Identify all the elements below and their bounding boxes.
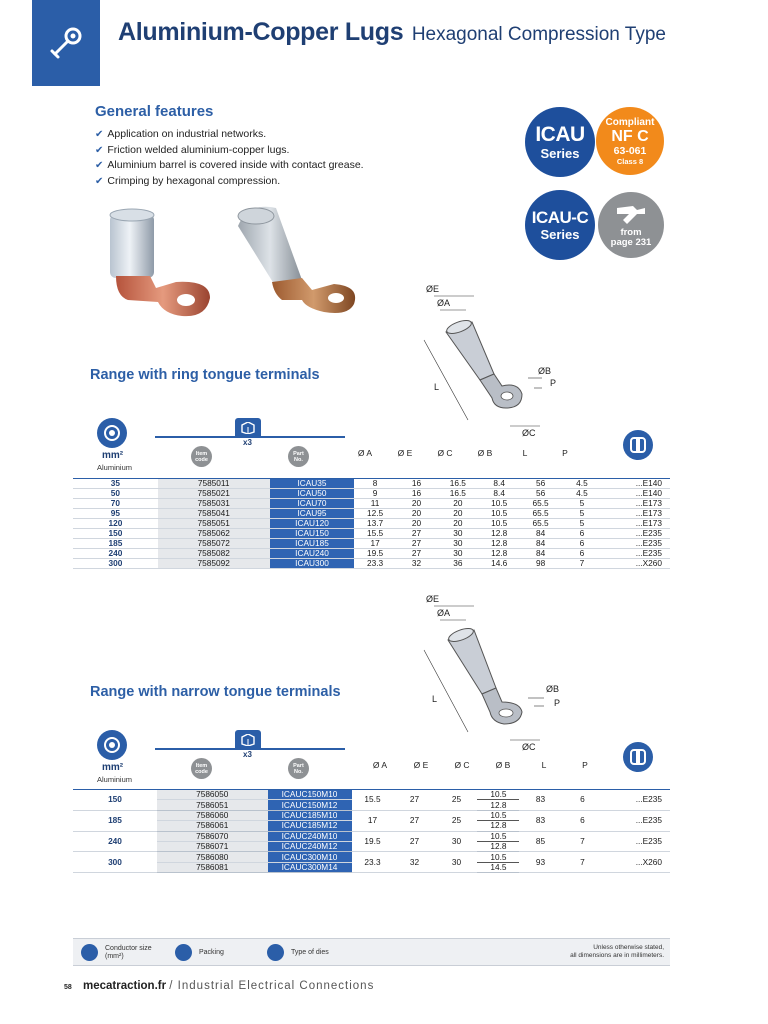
part-no-label: Part No. bbox=[293, 450, 304, 463]
table-row bbox=[73, 519, 670, 529]
dim-p-cell: 7 bbox=[561, 852, 603, 873]
dim-a-cell: 15.5 bbox=[354, 529, 395, 539]
nfc-compliance-badge bbox=[596, 107, 664, 175]
item-code-cell: 7586061 bbox=[157, 821, 268, 831]
diagram-label-l: L bbox=[434, 382, 440, 392]
size-cell: 150 bbox=[73, 790, 157, 811]
narrow-table-header bbox=[73, 730, 670, 788]
diagram-label-oc: ØC bbox=[522, 428, 536, 438]
dim-c-cell: 30 bbox=[437, 539, 478, 549]
size-cell: 35 bbox=[73, 479, 158, 489]
dim-l-cell: 65.5 bbox=[520, 509, 561, 519]
packing-quantity: x3 bbox=[243, 438, 252, 447]
dim-l-cell: 83 bbox=[519, 790, 561, 811]
icau-series-badge bbox=[525, 107, 595, 177]
brand-icon-box bbox=[32, 0, 100, 86]
part-no-cell: ICAU50 bbox=[270, 489, 355, 499]
col-header-c: Ø C bbox=[437, 448, 453, 458]
general-features-heading: General features bbox=[95, 103, 214, 120]
dim-b-cell: 14.5 bbox=[477, 862, 519, 872]
part-no-cell: ICAU185 bbox=[270, 539, 355, 549]
dim-c-cell: 30 bbox=[435, 831, 477, 852]
dim-p-cell: 4.5 bbox=[561, 489, 602, 499]
part-no-pill bbox=[288, 758, 309, 779]
dim-b-cell: 12.8 bbox=[479, 539, 520, 549]
col-header-p: P bbox=[562, 448, 568, 458]
ring-lug-drawing bbox=[424, 296, 542, 426]
lug-wrench-icon bbox=[46, 23, 86, 63]
col-header-l: L bbox=[522, 448, 528, 458]
dim-b-cell: 10.5 bbox=[477, 831, 519, 841]
dim-l-cell: 65.5 bbox=[520, 519, 561, 529]
page-reference-badge[interactable] bbox=[598, 192, 664, 258]
item-code-cell: 7585062 bbox=[158, 529, 270, 539]
diagram-label-oa: ØA bbox=[437, 608, 451, 618]
part-no-cell: ICAU70 bbox=[270, 499, 355, 509]
table-row bbox=[73, 529, 670, 539]
table-row bbox=[73, 509, 670, 519]
dim-a-cell: 11 bbox=[354, 499, 395, 509]
dim-e-cell: 27 bbox=[394, 790, 436, 811]
page-number: 58 bbox=[64, 984, 72, 991]
item-code-cell: 7586051 bbox=[157, 800, 268, 810]
table-row bbox=[73, 831, 670, 841]
part-no-cell: ICAUC150M10 bbox=[268, 790, 352, 800]
size-cell: 300 bbox=[73, 852, 157, 873]
dim-b-cell: 12.8 bbox=[479, 549, 520, 559]
diagram-label-ob: ØB bbox=[538, 366, 552, 376]
dim-c-cell: 16.5 bbox=[437, 489, 478, 499]
size-cell: 185 bbox=[73, 810, 157, 831]
lug-pictogram-icon bbox=[613, 202, 649, 228]
die-type-cell: ...E235 bbox=[603, 549, 670, 559]
feature-item: ✔ Friction welded aluminium-copper lugs. bbox=[95, 143, 364, 159]
nfc-badge-line1: Compliant bbox=[605, 116, 655, 128]
die-type-icon bbox=[267, 944, 284, 961]
packing-icon bbox=[235, 730, 261, 750]
dim-p-cell: 5 bbox=[561, 509, 602, 519]
dim-p-cell: 6 bbox=[561, 810, 603, 831]
item-code-cell: 7585082 bbox=[158, 549, 270, 559]
die-type-icon bbox=[623, 742, 653, 772]
packing-icon bbox=[235, 418, 261, 438]
dim-a-cell: 17 bbox=[354, 539, 395, 549]
diagram-label-p: P bbox=[550, 378, 557, 388]
part-no-cell: ICAU300 bbox=[270, 559, 355, 569]
dim-c-cell: 36 bbox=[437, 559, 478, 569]
dim-l-cell: 84 bbox=[520, 529, 561, 539]
lug-photo-2 bbox=[238, 207, 355, 313]
dim-b-cell: 10.5 bbox=[479, 509, 520, 519]
conductor-size-icon bbox=[97, 730, 127, 760]
part-no-cell: ICAU95 bbox=[270, 509, 355, 519]
table-row bbox=[73, 489, 670, 499]
page-ref-line2: page 231 bbox=[610, 237, 652, 248]
table-row bbox=[73, 810, 670, 820]
item-code-pill bbox=[191, 446, 212, 467]
item-code-cell: 7585031 bbox=[158, 499, 270, 509]
dim-a-cell: 23.3 bbox=[354, 559, 395, 569]
dim-c-cell: 20 bbox=[437, 499, 478, 509]
diagram-label-oc: ØC bbox=[522, 742, 536, 752]
item-code-cell: 7585011 bbox=[158, 479, 270, 489]
dim-e-cell: 32 bbox=[396, 559, 437, 569]
dim-e-cell: 27 bbox=[394, 810, 436, 831]
dim-l-cell: 56 bbox=[520, 479, 561, 489]
dim-b-cell: 14.6 bbox=[479, 559, 520, 569]
footer-tagline: / Industrial Electrical Connections bbox=[169, 980, 375, 992]
item-code-cell: 7586070 bbox=[157, 831, 268, 841]
item-code-cell: 7585092 bbox=[158, 559, 270, 569]
dim-b-cell: 12.8 bbox=[477, 841, 519, 851]
dim-e-cell: 27 bbox=[396, 529, 437, 539]
dim-l-cell: 56 bbox=[520, 489, 561, 499]
feature-item: ✔ Application on industrial networks. bbox=[95, 127, 364, 143]
col-header-e: Ø E bbox=[397, 448, 413, 458]
part-no-cell: ICAU240 bbox=[270, 549, 355, 559]
part-no-cell: ICAUC300M14 bbox=[268, 862, 352, 872]
dim-b-cell: 10.5 bbox=[477, 790, 519, 800]
dim-e-cell: 20 bbox=[396, 509, 437, 519]
unit-aluminium: Aluminium bbox=[97, 775, 133, 784]
nfc-badge-line2: NF C bbox=[611, 127, 649, 145]
lug-photo-1 bbox=[110, 209, 210, 316]
narrow-terminals-table bbox=[73, 789, 670, 873]
packing-quantity: x3 bbox=[243, 750, 252, 759]
col-header-c: Ø C bbox=[454, 760, 470, 770]
dim-b-cell: 10.5 bbox=[479, 499, 520, 509]
dim-p-cell: 6 bbox=[561, 790, 603, 811]
icau-c-series-badge[interactable] bbox=[525, 190, 595, 260]
dim-b-cell: 12.8 bbox=[477, 821, 519, 831]
legend-bar bbox=[73, 938, 670, 966]
dim-c-cell: 25 bbox=[435, 810, 477, 831]
item-code-cell: 7585021 bbox=[158, 489, 270, 499]
dim-c-cell: 20 bbox=[437, 519, 478, 529]
narrow-lug-drawing bbox=[424, 606, 544, 740]
dim-p-cell: 4.5 bbox=[561, 479, 602, 489]
item-code-cell: 7586050 bbox=[157, 790, 268, 800]
diagram-label-p: P bbox=[554, 698, 561, 708]
dim-p-cell: 6 bbox=[561, 539, 602, 549]
dim-b-cell: 12.8 bbox=[477, 800, 519, 810]
dim-l-cell: 93 bbox=[519, 852, 561, 873]
dim-a-cell: 19.5 bbox=[354, 549, 395, 559]
dim-b-cell: 8.4 bbox=[479, 489, 520, 499]
col-header-a: Ø A bbox=[357, 448, 373, 458]
dim-c-cell: 16.5 bbox=[437, 479, 478, 489]
part-no-cell: ICAUC185M12 bbox=[268, 821, 352, 831]
part-no-label: Part No. bbox=[293, 762, 304, 775]
die-type-cell: ...E235 bbox=[603, 810, 670, 831]
conductor-size-icon bbox=[97, 418, 127, 448]
table-row bbox=[73, 790, 670, 800]
dim-e-cell: 16 bbox=[396, 479, 437, 489]
dim-b-cell: 10.5 bbox=[479, 519, 520, 529]
col-header-b: Ø B bbox=[477, 448, 493, 458]
dim-l-cell: 84 bbox=[520, 549, 561, 559]
table-row bbox=[73, 479, 670, 489]
unit-mm2: mm² bbox=[102, 762, 124, 773]
size-cell: 50 bbox=[73, 489, 158, 499]
size-cell: 95 bbox=[73, 509, 158, 519]
dim-a-cell: 15.5 bbox=[352, 790, 394, 811]
icau-c-badge-title: ICAU-C bbox=[531, 207, 589, 227]
size-cell: 240 bbox=[73, 831, 157, 852]
legend-packing: Packing bbox=[199, 949, 224, 956]
size-cell: 70 bbox=[73, 499, 158, 509]
diagram-label-l: L bbox=[432, 694, 438, 704]
die-type-cell: ...E173 bbox=[603, 499, 670, 509]
dim-l-cell: 84 bbox=[520, 539, 561, 549]
die-type-cell: ...E140 bbox=[603, 479, 670, 489]
packing-icon bbox=[175, 944, 192, 961]
ring-terminals-table bbox=[73, 478, 670, 569]
dim-e-cell: 20 bbox=[396, 499, 437, 509]
die-type-cell: ...E140 bbox=[603, 489, 670, 499]
die-type-icon bbox=[623, 430, 653, 460]
page-footer bbox=[64, 980, 374, 992]
features-list bbox=[95, 127, 364, 189]
item-code-cell: 7585051 bbox=[158, 519, 270, 529]
feature-item: ✔ Aluminium barrel is covered inside with contact grease. bbox=[95, 158, 364, 174]
col-header-e: Ø E bbox=[413, 760, 429, 770]
dim-a-cell: 9 bbox=[354, 489, 395, 499]
item-code-cell: 7586071 bbox=[157, 841, 268, 851]
table-row bbox=[73, 852, 670, 862]
item-code-label: Item code bbox=[195, 762, 208, 775]
size-cell: 185 bbox=[73, 539, 158, 549]
page-title bbox=[118, 18, 666, 47]
item-code-cell: 7586080 bbox=[157, 852, 268, 862]
table-row bbox=[73, 499, 670, 509]
legend-dies: Type of dies bbox=[291, 949, 329, 956]
narrow-section-title: Range with narrow tongue terminals bbox=[90, 684, 341, 700]
dim-b-cell: 8.4 bbox=[479, 479, 520, 489]
dim-l-cell: 65.5 bbox=[520, 499, 561, 509]
die-type-cell: ...E235 bbox=[603, 831, 670, 852]
page-title-sub: Hexagonal Compression Type bbox=[411, 24, 666, 45]
dim-l-cell: 83 bbox=[519, 810, 561, 831]
part-no-pill bbox=[288, 446, 309, 467]
dim-p-cell: 5 bbox=[561, 499, 602, 509]
nfc-badge-line4: Class 8 bbox=[616, 156, 644, 166]
part-no-cell: ICAU120 bbox=[270, 519, 355, 529]
dim-c-cell: 30 bbox=[437, 549, 478, 559]
die-type-cell: ...E235 bbox=[603, 529, 670, 539]
dim-a-cell: 23.3 bbox=[352, 852, 394, 873]
page-title-main: Aluminium-Copper Lugs bbox=[118, 18, 404, 46]
col-header-p: P bbox=[582, 760, 588, 770]
die-type-cell: ...X260 bbox=[603, 559, 670, 569]
col-header-l: L bbox=[541, 760, 547, 770]
dim-b-cell: 12.8 bbox=[479, 529, 520, 539]
dim-p-cell: 5 bbox=[561, 519, 602, 529]
dim-e-cell: 27 bbox=[396, 539, 437, 549]
icau-badge-title: ICAU bbox=[535, 122, 585, 146]
ring-table-header bbox=[73, 418, 670, 476]
diagram-label-oe: ØE bbox=[426, 594, 440, 604]
website-link[interactable]: mecatraction.fr bbox=[83, 980, 167, 992]
size-cell: 240 bbox=[73, 549, 158, 559]
dim-b-cell: 10.5 bbox=[477, 810, 519, 820]
die-type-cell: ...E235 bbox=[603, 539, 670, 549]
part-no-cell: ICAU35 bbox=[270, 479, 355, 489]
page-ref-line1: from bbox=[620, 227, 642, 238]
dim-a-cell: 8 bbox=[354, 479, 395, 489]
item-code-cell: 7585041 bbox=[158, 509, 270, 519]
die-type-cell: ...E173 bbox=[603, 519, 670, 529]
dim-e-cell: 20 bbox=[396, 519, 437, 529]
part-no-cell: ICAUC240M10 bbox=[268, 831, 352, 841]
dim-e-cell: 32 bbox=[394, 852, 436, 873]
dim-l-cell: 98 bbox=[520, 559, 561, 569]
dim-c-cell: 30 bbox=[437, 529, 478, 539]
unit-aluminium: Aluminium bbox=[97, 463, 133, 472]
table-row bbox=[73, 559, 670, 569]
part-no-cell: ICAUC240M12 bbox=[268, 841, 352, 851]
ring-section-title: Range with ring tongue terminals bbox=[90, 367, 320, 383]
dim-a-cell: 19.5 bbox=[352, 831, 394, 852]
table-row bbox=[73, 549, 670, 559]
dim-e-cell: 27 bbox=[396, 549, 437, 559]
part-no-cell: ICAUC150M12 bbox=[268, 800, 352, 810]
table-row bbox=[73, 539, 670, 549]
part-no-cell: ICAU150 bbox=[270, 529, 355, 539]
unit-mm2: mm² bbox=[102, 450, 124, 461]
part-no-cell: ICAUC185M10 bbox=[268, 810, 352, 820]
icau-c-badge-subtitle: Series bbox=[540, 226, 580, 242]
icau-badge-subtitle: Series bbox=[540, 145, 580, 161]
feature-item: ✔ Crimping by hexagonal compression. bbox=[95, 174, 364, 190]
size-cell: 120 bbox=[73, 519, 158, 529]
diagram-label-oe: ØE bbox=[426, 284, 440, 294]
part-no-cell: ICAUC300M10 bbox=[268, 852, 352, 862]
size-cell: 300 bbox=[73, 559, 158, 569]
die-type-cell: ...E235 bbox=[603, 790, 670, 811]
diagram-label-oa: ØA bbox=[437, 298, 451, 308]
dim-p-cell: 6 bbox=[561, 549, 602, 559]
dim-b-cell: 10.5 bbox=[477, 852, 519, 862]
nfc-badge-line3: 63-061 bbox=[613, 144, 647, 157]
item-code-pill bbox=[191, 758, 212, 779]
dim-e-cell: 16 bbox=[396, 489, 437, 499]
dim-c-cell: 30 bbox=[435, 852, 477, 873]
item-code-cell: 7585072 bbox=[158, 539, 270, 549]
dim-e-cell: 27 bbox=[394, 831, 436, 852]
dim-c-cell: 25 bbox=[435, 790, 477, 811]
col-header-b: Ø B bbox=[495, 760, 511, 770]
dim-p-cell: 7 bbox=[561, 831, 603, 852]
dim-p-cell: 6 bbox=[561, 529, 602, 539]
dim-a-cell: 12.5 bbox=[354, 509, 395, 519]
item-code-label: Item code bbox=[195, 450, 208, 463]
dim-a-cell: 17 bbox=[352, 810, 394, 831]
col-header-a: Ø A bbox=[372, 760, 388, 770]
dim-p-cell: 7 bbox=[561, 559, 602, 569]
legend-units-note: Unless otherwise stated, all dimensions are in millimeters. bbox=[570, 944, 664, 959]
die-type-cell: ...X260 bbox=[603, 852, 670, 873]
product-photo bbox=[98, 196, 368, 326]
dim-a-cell: 13.7 bbox=[354, 519, 395, 529]
legend-conductor: Conductor size (mm²) bbox=[105, 945, 152, 960]
dim-l-cell: 85 bbox=[519, 831, 561, 852]
item-code-cell: 7586081 bbox=[157, 862, 268, 872]
conductor-size-icon bbox=[81, 944, 98, 961]
size-cell: 150 bbox=[73, 529, 158, 539]
diagram-label-ob: ØB bbox=[546, 684, 560, 694]
dim-c-cell: 20 bbox=[437, 509, 478, 519]
item-code-cell: 7586060 bbox=[157, 810, 268, 820]
die-type-cell: ...E173 bbox=[603, 509, 670, 519]
